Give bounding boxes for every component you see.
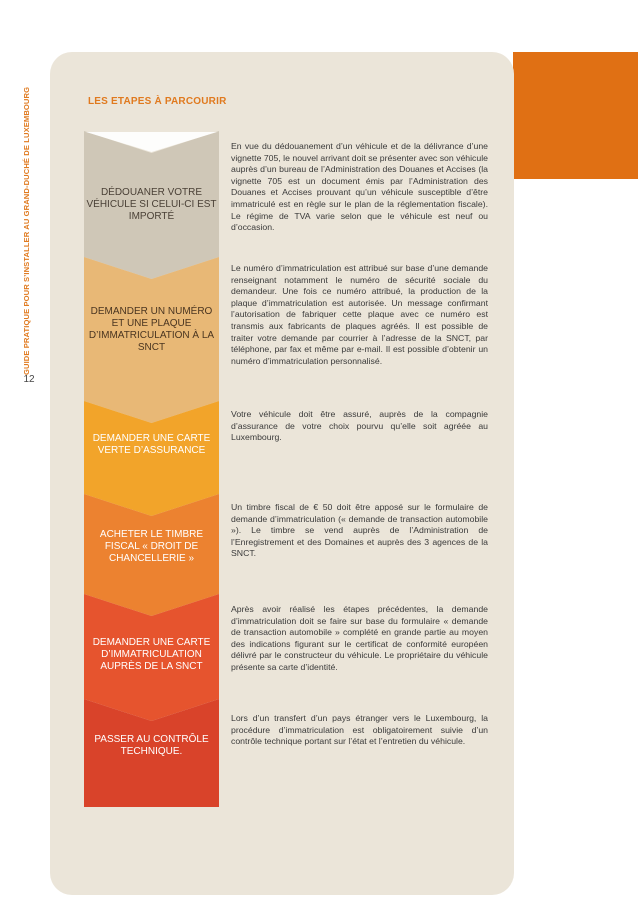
- step-6-label: PASSER AU CONTRÔLE TECHNIQUE.: [94, 734, 209, 757]
- step-2-text: Le numéro d’immatriculation est attribué sur base d’une demande renseignant notamment le numéro de sécurité sociale du demandeur. Une fois ce numéro attribué, la production de la plaque d’immatriculation est autorisée. Un message confirmant l’autorisation de fabriquer cette plaque avec ce numéro est transmis aux fabricants de plaques agréés. Il est possible de traiter votre demande par courrier à l’adresse de la SNCT, par téléphone, par fax et même par e-mail. Il est possible d’obtenir un numéro d’immatriculation personnalisé.: [231, 263, 488, 366]
- orange-corner-tab: [513, 52, 638, 179]
- page-number: 12: [23, 374, 35, 385]
- step-1-text: En vue du dédouanement d’un véhicule et de la délivrance d’une vignette 705, le nouvel arrivant doit se présenter avec son véhicule auprès d’un bureau de l’Administration des Douanes et Accises (la vignette 705 est un document émis par l’Administration des Douanes et Accises prouvant qu’un véhicule susceptible d’être immatriculé est en règle sur le plan de la réglementation fiscale). Le régime de TVA varie selon que le véhicule est neuf ou d’occasion.: [231, 141, 488, 233]
- steps-chevron-column: [84, 131, 219, 807]
- step-3-text: Votre véhicule doit être assuré, auprès de la compagnie d’assurance de votre choix pourvu qu’elle soit agréée au Luxembourg.: [231, 409, 488, 443]
- step-4-text: Un timbre fiscal de € 50 doit être apposé sur le formulaire de demande d’immatriculation (« demande de transaction automobile »). Le timbre se vend auprès de l’Administration de l’Enregistrement et des Domaines et auprès des 3 agences de la SNCT.: [231, 502, 488, 559]
- step-2-label: DEMANDER UN NUMÉRO ET UNE PLAQUE D’IMMATRICULATION À LA SNCT: [88, 306, 215, 353]
- section-title: LES ETAPES À PARCOURIR: [88, 96, 227, 107]
- step-6-text: Lors d’un transfert d’un pays étranger vers le Luxembourg, la procédure d’immatriculation est obligatoirement suivie d’un contrôle technique portant sur l’état et l’entretien du véhicule.: [231, 713, 488, 747]
- step-1-label: DÉDOUANER VOTRE VÉHICULE SI CELUI-CI EST IMPORTÉ: [86, 187, 217, 222]
- step-5-text: Après avoir réalisé les étapes précédentes, la demande d’immatriculation doit se faire sur base du formulaire « demande de transaction automobile » complété en grande partie au moyen des indications figurant sur le certificat de conformité européen délivré par le constructeur du véhicule. Le propriétaire du véhicule présente sa carte d’identité.: [231, 604, 488, 672]
- side-running-title: GUIDE PRATIQUE POUR S’INSTALLER AU GRAND-DUCHÉ DE LUXEMBOURG: [22, 86, 31, 375]
- step-4-label: ACHETER LE TIMBRE FISCAL « DROIT DE CHANCELLERIE »: [99, 529, 204, 564]
- step-3-label: DEMANDER UNE CARTE VERTE D’ASSURANCE: [92, 433, 211, 456]
- step-5-label: DEMANDER UNE CARTE D’IMMATRICULATION AUPRÈS DE LA SNCT: [92, 637, 211, 672]
